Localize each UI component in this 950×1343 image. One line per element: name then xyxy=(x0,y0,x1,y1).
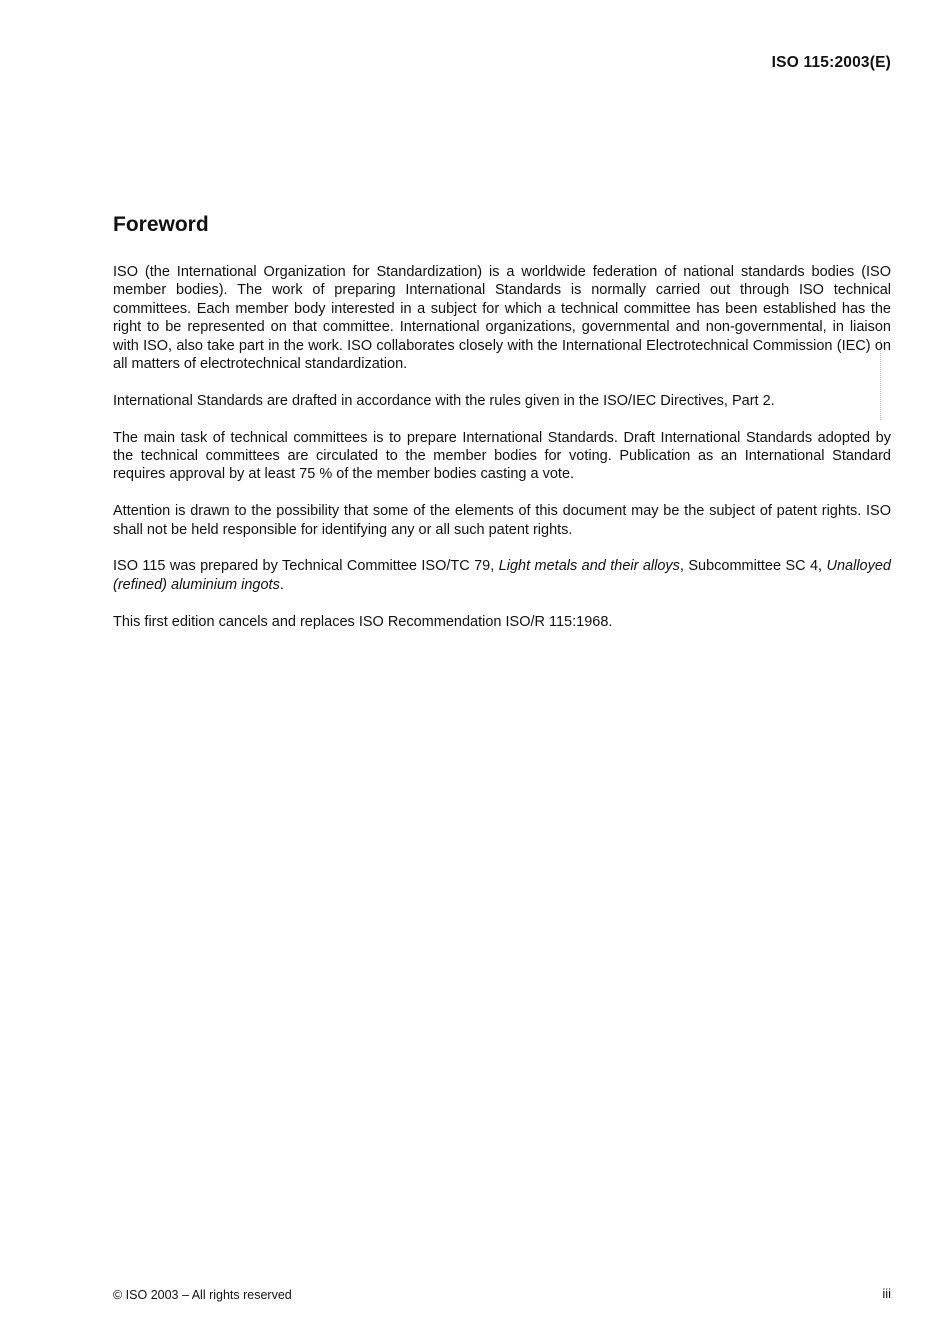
paragraph-edition-note: This first edition cancels and replaces ISO Recommendation ISO/R 115:1968. xyxy=(113,613,613,630)
paragraph-iso-federation: ISO (the International Organization for Standardization) is a worldwide federation of national standards bodies (ISO member bodies). The work of preparing International Standards is normally carried out through ISO technical committees. Each member body interested in a subject for which a technical committee has been established has the right to be represented on that committee. International organizations, governmental and non-governmental, in liaison with ISO, also take part in the work. ISO collaborates closely with the International Electrotechnical Commission (IEC) on all matters of electrotechnical standardization. xyxy=(113,264,891,373)
footer-copyright: © ISO 2003 – All rights reserved xyxy=(113,1288,292,1302)
subcommittee-title: Unalloyed (refined) aluminium ingots xyxy=(113,558,891,593)
paragraph-preparation xyxy=(113,557,891,594)
preparation-suffix: . xyxy=(279,576,284,593)
foreword-section xyxy=(113,210,891,649)
committee-title: Light metals and their alloys xyxy=(498,558,680,575)
paragraph-drafting-rules: International Standards are drafted in accordance with the rules given in the ISO/IEC Directives, Part 2. xyxy=(113,392,775,409)
page-title: Foreword xyxy=(113,213,209,236)
preparation-middle: , Subcommittee SC 4, xyxy=(679,558,827,575)
page-number: iii xyxy=(882,1286,891,1301)
paragraph-committee-task: The main task of technical committees is to prepare International Standards. Draft International Standards adopted by the technical committees are circulated to the member bodies for voting. Publication as an International Standard requires approval by at least 75 % of the member bodies casting a vote. xyxy=(113,429,891,483)
paragraph-patent-rights: Attention is drawn to the possibility that some of the elements of this document may be the subject of patent rights. ISO shall not be held responsible for identifying any or all such patent rights. xyxy=(113,503,891,538)
preparation-prefix: ISO 115 was prepared by Technical Committee ISO/TC 79, xyxy=(113,558,499,575)
document-id: ISO 115:2003(E) xyxy=(771,54,891,71)
